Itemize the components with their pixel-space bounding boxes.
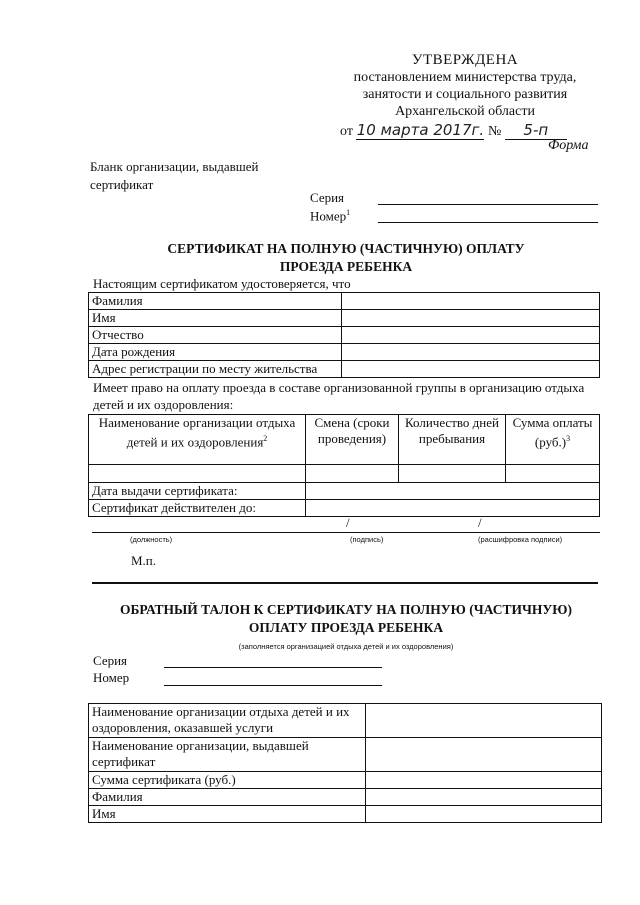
coupon-row-issuer-value[interactable] <box>366 738 602 772</box>
valid-until-label: Сертификат действителен до: <box>89 500 306 517</box>
issuer-blank-line-1: Бланк организации, выдавшей <box>90 159 259 174</box>
rights-text: Имеет право на оплату проезда в составе организованной группы в организацию отдыха детей и их оздоровления: <box>93 380 585 412</box>
person-surname-label: Фамилия <box>89 293 342 310</box>
cut-line <box>92 582 598 584</box>
coupon-row-surname-value[interactable] <box>366 789 602 806</box>
column-org-label: Наименование организации отдыха детей и их оздоровления <box>98 415 296 450</box>
coupon-row-name-label: Имя <box>89 806 366 823</box>
table-row <box>89 293 600 310</box>
column-org <box>89 415 306 465</box>
table-row <box>89 310 600 327</box>
person-address-label: Адрес регистрации по месту жительства <box>89 361 342 378</box>
table-row <box>89 327 600 344</box>
coupon-series-line <box>164 667 382 668</box>
slash-2: / <box>478 515 482 530</box>
sign-decoding-caption: (расшифровка подписи) <box>478 535 563 544</box>
table-row <box>89 361 600 378</box>
coupon-row-name-value[interactable] <box>366 806 602 823</box>
table-row <box>89 772 602 789</box>
coupon-note: (заполняется организацией отдыха детей и их оздоровления) <box>238 642 454 651</box>
coupon-title-line-1: ОБРАТНЫЙ ТАЛОН К СЕРТИФИКАТУ НА ПОЛНУЮ (ЧАСТИЧНУЮ) <box>120 602 572 617</box>
sign-position-caption: (должность) <box>130 535 173 544</box>
footnote-3: 3 <box>566 434 571 443</box>
person-birthdate-value[interactable] <box>342 344 600 361</box>
shift-value[interactable] <box>306 465 399 483</box>
person-birthdate-label: Дата рождения <box>89 344 342 361</box>
certificate-title <box>90 240 602 276</box>
sign-signature-caption: (подпись) <box>350 535 384 544</box>
table-row <box>89 789 602 806</box>
coupon-series-label: Серия <box>93 653 128 668</box>
person-patronymic-value[interactable] <box>342 327 600 344</box>
signature-line <box>92 532 600 533</box>
coupon-row-surname-label: Фамилия <box>89 789 366 806</box>
coupon-row-sum-value[interactable] <box>366 772 602 789</box>
approval-date-number <box>340 121 567 140</box>
number-label-wrap <box>310 208 350 224</box>
form-label: Форма <box>548 138 589 153</box>
table-row <box>89 415 600 465</box>
certificate-title-line-2: ПРОЕЗДА РЕБЕНКА <box>279 259 413 274</box>
person-surname-value[interactable] <box>342 293 600 310</box>
table-row <box>89 704 602 738</box>
footnote-1: 1 <box>346 208 351 217</box>
person-patronymic-label: Отчество <box>89 327 342 344</box>
coupon-number-line <box>164 685 382 686</box>
column-sum-label: Сумма оплаты (руб.) <box>512 415 593 450</box>
approval-title: УТВЕРЖДЕНА <box>411 52 519 68</box>
table-row <box>89 483 600 500</box>
approval-line-1: постановлением министерства труда, <box>353 70 577 85</box>
approval-number-handwritten: 5-п <box>505 121 567 140</box>
coupon-table <box>88 703 602 823</box>
days-value[interactable] <box>399 465 506 483</box>
table-row <box>89 465 600 483</box>
issuer-blank-label <box>90 158 259 194</box>
coupon-row-issuer-label: Наименование организации, выдавшей сертификат <box>89 738 366 772</box>
table-row <box>89 344 600 361</box>
certificate-intro: Настоящим сертификатом удостоверяется, что <box>93 276 351 291</box>
column-days: Количество дней пребывания <box>399 415 506 465</box>
coupon-row-org-label: Наименование организации отдыха детей и их оздоровления, оказавшей услуги <box>89 704 366 738</box>
sum-value[interactable] <box>506 465 600 483</box>
stamp-label: М.п. <box>131 553 157 568</box>
coupon-row-org-value[interactable] <box>366 704 602 738</box>
person-name-value[interactable] <box>342 310 600 327</box>
person-name-label: Имя <box>89 310 342 327</box>
number-sign: № <box>487 124 502 139</box>
coupon-row-sum-label: Сумма сертификата (руб.) <box>89 772 366 789</box>
valid-until-value[interactable] <box>306 500 600 517</box>
series-line <box>378 204 598 205</box>
person-table <box>88 292 600 378</box>
certificate-title-line-1: СЕРТИФИКАТ НА ПОЛНУЮ (ЧАСТИЧНУЮ) ОПЛАТУ <box>167 241 525 256</box>
column-sum <box>506 415 600 465</box>
org-name-value[interactable] <box>89 465 306 483</box>
coupon-title <box>90 601 602 637</box>
approval-line-3: Архангельской области <box>395 104 535 119</box>
slash-1: / <box>346 515 350 530</box>
table-row <box>89 500 600 517</box>
coupon-number-label: Номер <box>93 670 130 685</box>
date-prefix: от <box>340 124 353 139</box>
approval-block <box>330 52 600 120</box>
column-shift: Смена (сроки проведения) <box>306 415 399 465</box>
footnote-2: 2 <box>263 434 268 443</box>
issue-date-value[interactable] <box>306 483 600 500</box>
issue-date-label: Дата выдачи сертификата: <box>89 483 306 500</box>
table-row <box>89 806 602 823</box>
organization-table <box>88 414 600 517</box>
issuer-blank-line-2: сертификат <box>90 177 154 192</box>
number-label: Номер <box>310 208 347 224</box>
approval-date-handwritten: 10 марта 2017г. <box>356 121 485 139</box>
number-line <box>378 222 598 223</box>
person-address-value[interactable] <box>342 361 600 378</box>
coupon-title-line-2: ОПЛАТУ ПРОЕЗДА РЕБЕНКА <box>248 620 444 635</box>
table-row <box>89 738 602 772</box>
series-label: Серия <box>310 190 345 205</box>
approval-line-2: занятости и социального развития <box>362 87 568 102</box>
